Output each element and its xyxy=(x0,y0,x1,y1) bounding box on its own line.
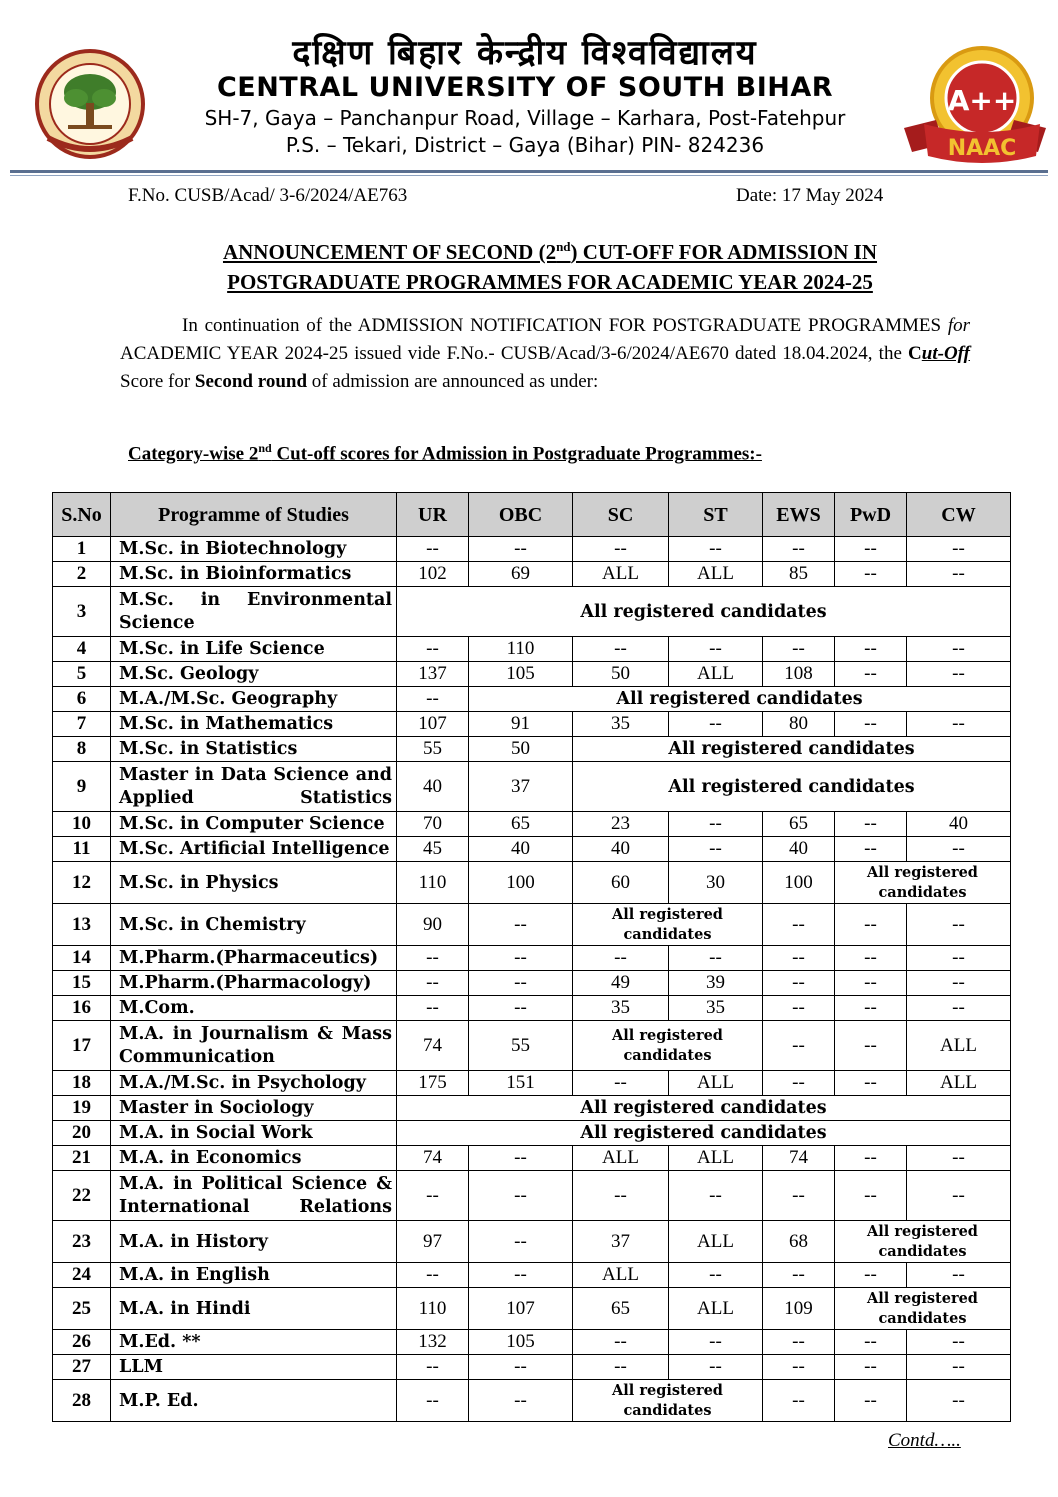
cell-obc: 110 xyxy=(469,637,573,662)
cell-pwd: -- xyxy=(835,537,907,562)
col-header-obc: OBC xyxy=(469,493,573,537)
cell-cw: -- xyxy=(907,1171,1011,1221)
cell-ur: 74 xyxy=(397,1021,469,1071)
cell-ur: -- xyxy=(397,1380,469,1422)
cell-sno: 10 xyxy=(53,812,111,837)
cell-pwd: -- xyxy=(835,837,907,862)
cell-cw: -- xyxy=(907,1263,1011,1288)
col-header-ews: EWS xyxy=(763,493,835,537)
cell-programme: M.Com. xyxy=(111,996,397,1021)
cell-sno: 23 xyxy=(53,1221,111,1263)
cell-obc: -- xyxy=(469,946,573,971)
cell-obc: -- xyxy=(469,904,573,946)
cell-programme: M.A. in Political Science & International Relations xyxy=(111,1171,397,1221)
cell-sc: ALL xyxy=(573,1146,669,1171)
cell-sno: 8 xyxy=(53,737,111,762)
table-row xyxy=(53,587,1011,637)
cell-ur: 137 xyxy=(397,662,469,687)
cell-sno: 13 xyxy=(53,904,111,946)
cell-all-registered: All registered candidates xyxy=(573,737,1011,762)
cell-pwd: -- xyxy=(835,1263,907,1288)
cell-cw: -- xyxy=(907,971,1011,996)
cell-pwd: -- xyxy=(835,1355,907,1380)
announcement-title xyxy=(100,232,1000,297)
cell-ur: 107 xyxy=(397,712,469,737)
cell-st: ALL xyxy=(669,1288,763,1330)
cell-sno: 18 xyxy=(53,1071,111,1096)
header-divider xyxy=(10,170,1048,173)
header-divider-thin xyxy=(10,175,1048,176)
table-row xyxy=(53,537,1011,562)
cell-st: ALL xyxy=(669,1146,763,1171)
cell-cw: ALL xyxy=(907,1021,1011,1071)
title-part-2: ) CUT-OFF FOR ADMISSION IN xyxy=(570,240,878,264)
cell-all-registered: All registered candidates xyxy=(397,1121,1011,1146)
table-heading xyxy=(128,441,762,465)
table-row xyxy=(53,1355,1011,1380)
cell-all-registered: All registered candidates xyxy=(835,862,1011,904)
cell-all-registered: All registered candidates xyxy=(397,587,1011,637)
cell-ews: -- xyxy=(763,1380,835,1422)
cell-ur: -- xyxy=(397,971,469,996)
cell-obc: 105 xyxy=(469,1330,573,1355)
table-row xyxy=(53,1288,1011,1330)
cell-ews: 74 xyxy=(763,1146,835,1171)
cell-ews: -- xyxy=(763,537,835,562)
cell-ews: 85 xyxy=(763,562,835,587)
cell-st: -- xyxy=(669,1171,763,1221)
cell-ur: 175 xyxy=(397,1071,469,1096)
cell-all-registered: All registered candidates xyxy=(835,1288,1011,1330)
cell-cw: -- xyxy=(907,1355,1011,1380)
cell-programme: M.Sc. in Chemistry xyxy=(111,904,397,946)
cell-sno: 15 xyxy=(53,971,111,996)
cell-pwd: -- xyxy=(835,1021,907,1071)
cell-programme: Master in Sociology xyxy=(111,1096,397,1121)
cell-pwd: -- xyxy=(835,637,907,662)
table-row xyxy=(53,1263,1011,1288)
para-cutoff-c: C xyxy=(908,343,922,364)
cell-sno: 21 xyxy=(53,1146,111,1171)
cell-pwd: -- xyxy=(835,1071,907,1096)
cell-obc: -- xyxy=(469,1146,573,1171)
table-row xyxy=(53,712,1011,737)
col-header-cw: CW xyxy=(907,493,1011,537)
para-text-4: of admission are announced as under: xyxy=(307,371,599,392)
table-row xyxy=(53,904,1011,946)
table-row xyxy=(53,637,1011,662)
cell-pwd: -- xyxy=(835,812,907,837)
cell-cw: -- xyxy=(907,562,1011,587)
cell-ews: 109 xyxy=(763,1288,835,1330)
cell-pwd: -- xyxy=(835,1330,907,1355)
cell-obc: -- xyxy=(469,1171,573,1221)
cell-programme: M.A. in Social Work xyxy=(111,1121,397,1146)
cell-sno: 5 xyxy=(53,662,111,687)
cell-ews: -- xyxy=(763,971,835,996)
cell-programme: M.Sc. in Bioinformatics xyxy=(111,562,397,587)
cell-programme: M.Sc. in Statistics xyxy=(111,737,397,762)
cell-all-registered: All registered candidates xyxy=(573,762,1011,812)
cell-st: -- xyxy=(669,537,763,562)
cell-ur: 55 xyxy=(397,737,469,762)
cell-ews: 68 xyxy=(763,1221,835,1263)
cell-programme: Master in Data Science and Applied Statistics xyxy=(111,762,397,812)
cell-sc: ALL xyxy=(573,1263,669,1288)
cell-sno: 16 xyxy=(53,996,111,1021)
cell-ews: -- xyxy=(763,1330,835,1355)
cell-sc: -- xyxy=(573,946,669,971)
cell-sc: -- xyxy=(573,1330,669,1355)
cell-pwd: -- xyxy=(835,904,907,946)
cell-sc: -- xyxy=(573,1171,669,1221)
university-name-hindi: दक्षिण बिहार केन्द्रीय विश्वविद्यालय xyxy=(292,33,758,73)
cell-sno: 3 xyxy=(53,587,111,637)
cell-pwd: -- xyxy=(835,562,907,587)
cell-ur: -- xyxy=(397,687,469,712)
cell-st: ALL xyxy=(669,562,763,587)
cell-ews: -- xyxy=(763,1171,835,1221)
cell-ews: -- xyxy=(763,637,835,662)
cell-cw: -- xyxy=(907,712,1011,737)
table-row xyxy=(53,971,1011,996)
cell-sc: -- xyxy=(573,1355,669,1380)
cell-sc: 65 xyxy=(573,1288,669,1330)
naac-badge-icon xyxy=(900,40,1050,170)
cell-obc: 107 xyxy=(469,1288,573,1330)
cell-ur: 74 xyxy=(397,1146,469,1171)
cell-programme: M.Sc. in Biotechnology xyxy=(111,537,397,562)
document-date: Date: 17 May 2024 xyxy=(736,185,884,206)
cell-programme: M.Sc. Geology xyxy=(111,662,397,687)
cell-sc: 49 xyxy=(573,971,669,996)
cell-sno: 1 xyxy=(53,537,111,562)
cell-sno: 12 xyxy=(53,862,111,904)
cell-ur: 110 xyxy=(397,1288,469,1330)
table-row xyxy=(53,1121,1011,1146)
cell-sc: 50 xyxy=(573,662,669,687)
cell-st: ALL xyxy=(669,662,763,687)
table-row xyxy=(53,1096,1011,1121)
cell-obc: 50 xyxy=(469,737,573,762)
table-row xyxy=(53,737,1011,762)
cell-programme: M.Sc. in Computer Science xyxy=(111,812,397,837)
cell-sno: 7 xyxy=(53,712,111,737)
cell-obc: -- xyxy=(469,1355,573,1380)
cell-st: -- xyxy=(669,1263,763,1288)
cell-obc: 69 xyxy=(469,562,573,587)
cell-sc: 60 xyxy=(573,862,669,904)
cell-sc: 35 xyxy=(573,996,669,1021)
cell-ur: 97 xyxy=(397,1221,469,1263)
cell-programme: M.Pharm.(Pharmaceutics) xyxy=(111,946,397,971)
cell-obc: 100 xyxy=(469,862,573,904)
col-header-programme: Programme of Studies xyxy=(111,493,397,537)
cell-st: -- xyxy=(669,946,763,971)
cell-cw: -- xyxy=(907,1330,1011,1355)
cell-programme: M.A./M.Sc. in Psychology xyxy=(111,1071,397,1096)
cell-obc: -- xyxy=(469,1263,573,1288)
cell-pwd: -- xyxy=(835,1380,907,1422)
cell-sno: 26 xyxy=(53,1330,111,1355)
cell-ur: -- xyxy=(397,996,469,1021)
col-header-pwd: PwD xyxy=(835,493,907,537)
cell-sno: 4 xyxy=(53,637,111,662)
cell-sc: 35 xyxy=(573,712,669,737)
table-row xyxy=(53,996,1011,1021)
cell-cw: -- xyxy=(907,1146,1011,1171)
cell-sno: 6 xyxy=(53,687,111,712)
cell-st: 39 xyxy=(669,971,763,996)
cell-programme: LLM xyxy=(111,1355,397,1380)
table-row xyxy=(53,1330,1011,1355)
cell-sno: 2 xyxy=(53,562,111,587)
university-name-english: CENTRAL UNIVERSITY OF SOUTH BIHAR xyxy=(216,72,834,103)
cell-obc: 40 xyxy=(469,837,573,862)
cell-cw: -- xyxy=(907,637,1011,662)
cell-ur: 45 xyxy=(397,837,469,862)
table-row xyxy=(53,1171,1011,1221)
cell-ur: 40 xyxy=(397,762,469,812)
cell-obc: -- xyxy=(469,1380,573,1422)
cell-pwd: -- xyxy=(835,662,907,687)
cell-st: -- xyxy=(669,837,763,862)
table-row xyxy=(53,812,1011,837)
subhead-part-1: Category-wise 2 xyxy=(128,443,259,465)
cell-sc: -- xyxy=(573,537,669,562)
cell-pwd: -- xyxy=(835,1171,907,1221)
cell-sno: 24 xyxy=(53,1263,111,1288)
cell-ur: -- xyxy=(397,1171,469,1221)
cell-obc: 105 xyxy=(469,662,573,687)
title-part-1: ANNOUNCEMENT OF SECOND (2 xyxy=(222,240,557,264)
table-row xyxy=(53,1221,1011,1263)
cell-ews: -- xyxy=(763,904,835,946)
cell-ur: 132 xyxy=(397,1330,469,1355)
cell-sno: 19 xyxy=(53,1096,111,1121)
cell-st: -- xyxy=(669,712,763,737)
cell-cw: -- xyxy=(907,662,1011,687)
cell-sno: 27 xyxy=(53,1355,111,1380)
cell-pwd: -- xyxy=(835,946,907,971)
para-text-3: Score for xyxy=(120,371,195,392)
cell-programme: M.Ed. ** xyxy=(111,1330,397,1355)
cell-ews: 65 xyxy=(763,812,835,837)
cell-programme: M.A. in History xyxy=(111,1221,397,1263)
cell-ur: -- xyxy=(397,1355,469,1380)
cell-all-registered: All registered candidates xyxy=(469,687,1011,712)
cell-obc: -- xyxy=(469,971,573,996)
cell-ews: 80 xyxy=(763,712,835,737)
cell-sc: -- xyxy=(573,637,669,662)
table-row xyxy=(53,862,1011,904)
cell-pwd: -- xyxy=(835,996,907,1021)
cell-st: -- xyxy=(669,1355,763,1380)
intro-paragraph xyxy=(120,312,970,396)
cell-st: -- xyxy=(669,637,763,662)
cell-cw: ALL xyxy=(907,1071,1011,1096)
cell-obc: -- xyxy=(469,1221,573,1263)
cell-ews: -- xyxy=(763,1355,835,1380)
file-number: F.No. CUSB/Acad/ 3-6/2024/AE763 xyxy=(128,185,408,206)
cell-obc: 37 xyxy=(469,762,573,812)
col-header-st: ST xyxy=(669,493,763,537)
cell-obc: 65 xyxy=(469,812,573,837)
cell-ur: -- xyxy=(397,537,469,562)
cell-programme: M.A. in Economics xyxy=(111,1146,397,1171)
university-emblem-icon xyxy=(34,48,146,160)
cell-programme: M.Sc. in Environmental Science xyxy=(111,587,397,637)
cell-st: -- xyxy=(669,812,763,837)
cell-cw: -- xyxy=(907,904,1011,946)
table-row xyxy=(53,762,1011,812)
address-line-2: P.S. – Tekari, District – Gaya (Bihar) PIN- 824236 xyxy=(285,133,765,157)
col-header-sno: S.No xyxy=(53,493,111,537)
cell-ur: -- xyxy=(397,637,469,662)
cell-ews: 108 xyxy=(763,662,835,687)
cell-programme: M.A. in English xyxy=(111,1263,397,1288)
cell-sno: 20 xyxy=(53,1121,111,1146)
table-row xyxy=(53,562,1011,587)
table-row xyxy=(53,837,1011,862)
letterhead xyxy=(0,0,1058,176)
cell-st: ALL xyxy=(669,1221,763,1263)
cell-obc: 55 xyxy=(469,1021,573,1071)
cell-all-registered: All registered candidates xyxy=(573,1380,763,1422)
col-header-ur: UR xyxy=(397,493,469,537)
naac-label-text: NAAC xyxy=(947,136,1017,161)
cell-sc: 37 xyxy=(573,1221,669,1263)
cell-all-registered: All registered candidates xyxy=(835,1221,1011,1263)
cell-all-registered: All registered candidates xyxy=(573,1021,763,1071)
para-text-2: ACADEMIC YEAR 2024-25 issued vide F.No.- CUSB/Acad/3-6/2024/AE670 dated 18.04.2024, the xyxy=(120,343,909,364)
table-row xyxy=(53,1071,1011,1096)
cell-ews: 100 xyxy=(763,862,835,904)
table-row xyxy=(53,1380,1011,1422)
cell-sno: 14 xyxy=(53,946,111,971)
subhead-part-2: Cut-off scores for Admission in Postgraduate Programmes:- xyxy=(271,443,762,465)
cell-sno: 25 xyxy=(53,1288,111,1330)
cell-obc: -- xyxy=(469,537,573,562)
cell-obc: -- xyxy=(469,996,573,1021)
cell-programme: M.Sc. in Physics xyxy=(111,862,397,904)
cell-cw: -- xyxy=(907,1380,1011,1422)
cell-st: -- xyxy=(669,1330,763,1355)
cell-programme: M.A. in Hindi xyxy=(111,1288,397,1330)
cell-sno: 9 xyxy=(53,762,111,812)
cell-programme: M.A./M.Sc. Geography xyxy=(111,687,397,712)
table-row xyxy=(53,1146,1011,1171)
cell-sno: 22 xyxy=(53,1171,111,1221)
naac-grade-text: A++ xyxy=(947,84,1017,117)
subhead-sup: nd xyxy=(258,441,272,455)
cell-cw: -- xyxy=(907,537,1011,562)
cell-cw: -- xyxy=(907,996,1011,1021)
cell-ur: 110 xyxy=(397,862,469,904)
title-sup: nd xyxy=(556,239,571,254)
cell-programme: M.Sc. in Mathematics xyxy=(111,712,397,737)
cell-sno: 28 xyxy=(53,1380,111,1422)
cell-ews: -- xyxy=(763,1263,835,1288)
cell-ews: -- xyxy=(763,1021,835,1071)
cell-pwd: -- xyxy=(835,712,907,737)
cell-obc: 91 xyxy=(469,712,573,737)
cell-ews: -- xyxy=(763,946,835,971)
cell-programme: M.Sc. Artificial Intelligence xyxy=(111,837,397,862)
para-text-1: In continuation of the ADMISSION NOTIFICATION FOR POSTGRADUATE PROGRAMMES xyxy=(182,315,948,336)
title-line-2: POSTGRADUATE PROGRAMMES FOR ACADEMIC YEAR 2024-25 xyxy=(227,270,873,294)
col-header-sc: SC xyxy=(573,493,669,537)
cell-cw: -- xyxy=(907,946,1011,971)
cell-st: 35 xyxy=(669,996,763,1021)
cell-st: ALL xyxy=(669,1071,763,1096)
cell-programme: M.A. in Journalism & Mass Communication xyxy=(111,1021,397,1071)
cell-all-registered: All registered candidates xyxy=(397,1096,1011,1121)
table-row xyxy=(53,687,1011,712)
para-cutoff: ut-Off xyxy=(921,343,970,364)
cell-sno: 11 xyxy=(53,837,111,862)
cell-sc: 40 xyxy=(573,837,669,862)
cell-obc: 151 xyxy=(469,1071,573,1096)
cell-ur: -- xyxy=(397,946,469,971)
cell-programme: M.Sc. in Life Science xyxy=(111,637,397,662)
cell-ews: 40 xyxy=(763,837,835,862)
cell-programme: M.Pharm.(Pharmacology) xyxy=(111,971,397,996)
cell-pwd: -- xyxy=(835,1146,907,1171)
table-row xyxy=(53,662,1011,687)
cell-st: 30 xyxy=(669,862,763,904)
cell-all-registered: All registered candidates xyxy=(573,904,763,946)
cell-cw: -- xyxy=(907,837,1011,862)
cell-ews: -- xyxy=(763,1071,835,1096)
cell-cw: 40 xyxy=(907,812,1011,837)
table-header-row xyxy=(53,493,1011,537)
table-row xyxy=(53,1021,1011,1071)
cell-programme: M.P. Ed. xyxy=(111,1380,397,1422)
address-line-1: SH-7, Gaya – Panchanpur Road, Village – Karhara, Post-Fatehpur xyxy=(204,106,846,130)
cutoff-table xyxy=(52,492,1011,1422)
cell-ur: -- xyxy=(397,1263,469,1288)
cell-sc: 23 xyxy=(573,812,669,837)
cell-ur: 70 xyxy=(397,812,469,837)
cell-sc: -- xyxy=(573,1071,669,1096)
table-row xyxy=(53,946,1011,971)
cell-sc: ALL xyxy=(573,562,669,587)
para-for: for xyxy=(947,315,970,336)
para-second-round: Second round xyxy=(194,371,308,392)
cell-sno: 17 xyxy=(53,1021,111,1071)
cell-ur: 102 xyxy=(397,562,469,587)
continued-note: Contd….. xyxy=(888,1430,961,1451)
cell-ews: -- xyxy=(763,996,835,1021)
cell-ur: 90 xyxy=(397,904,469,946)
cell-pwd: -- xyxy=(835,971,907,996)
